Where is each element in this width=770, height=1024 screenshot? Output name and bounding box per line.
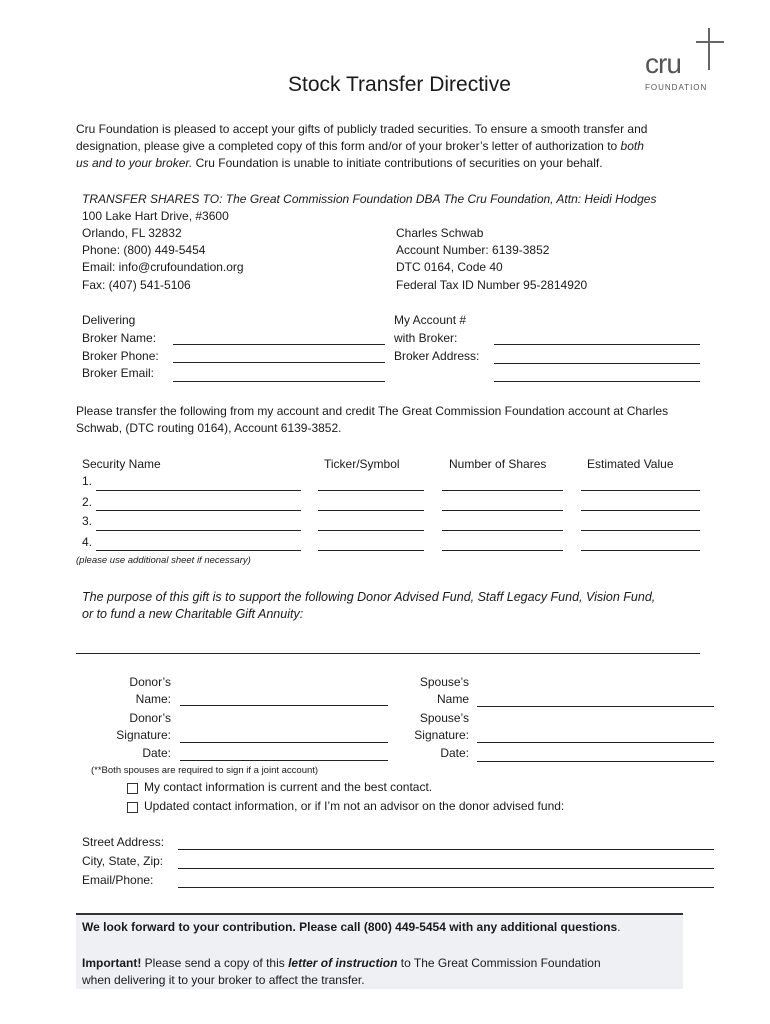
spouse-date-field[interactable]: [477, 748, 714, 762]
securities-note: (please use additional sheet if necessary): [76, 555, 251, 566]
broker-phone-label: Broker Phone:: [82, 349, 159, 363]
transfer-text-1: Please transfer the following from my account and credit The Great Commission Foundation account at Charles: [76, 404, 669, 418]
donor-date-label: Date:: [142, 746, 171, 760]
cross-icon: [696, 28, 724, 70]
donor-signature-field[interactable]: [180, 729, 388, 743]
broker-email-field[interactable]: [173, 368, 385, 382]
address-line: Email: info@crufoundation.org: [82, 260, 244, 274]
spouse-signature-field[interactable]: [477, 729, 714, 743]
broker-name-label: Broker Name:: [82, 331, 157, 345]
purpose-field[interactable]: [76, 640, 700, 654]
shares-field[interactable]: [442, 537, 563, 551]
broker-address-label: Broker Address:: [394, 349, 480, 363]
security-name-field[interactable]: [96, 477, 301, 491]
city-field[interactable]: [178, 855, 714, 869]
donor-signature-label: Donor’s: [129, 711, 171, 725]
spouse-signature-label-2: Signature:: [414, 728, 469, 742]
security-name-field[interactable]: [96, 497, 301, 511]
intro-line-2: designation, please give a completed copy of this form and/or of your broker’s letter of authorization to both: [76, 139, 644, 153]
donor-signature-label-2: Signature:: [116, 728, 171, 742]
col-header-security: Security Name: [82, 457, 161, 471]
spouse-signature-label: Spouse’s: [419, 711, 469, 725]
purpose-line-2: or to fund a new Charitable Gift Annuity:: [82, 607, 304, 621]
row-number: 2.: [82, 495, 93, 509]
footer-line-2: Important! Please send a copy of this letter of instruction to The Great Commission Foundation: [82, 956, 601, 970]
col-header-shares: Number of Shares: [449, 457, 547, 471]
security-name-field[interactable]: [96, 517, 301, 531]
broker-email-label: Broker Email:: [82, 366, 155, 380]
value-field[interactable]: [581, 477, 700, 491]
broker-name-field[interactable]: [173, 331, 385, 345]
value-field[interactable]: [581, 497, 700, 511]
contact-current-checkbox[interactable]: [127, 783, 138, 794]
ticker-field[interactable]: [318, 477, 424, 491]
broker-address-field[interactable]: [494, 350, 700, 364]
schwab-line: Charles Schwab: [396, 226, 484, 240]
address-line: Fax: (407) 541-5106: [82, 278, 191, 292]
security-name-field[interactable]: [96, 537, 301, 551]
intro-line-1: Cru Foundation is pleased to accept your gifts of publicly traded securities. To ensure a smooth transfer and: [76, 122, 648, 136]
shares-field[interactable]: [442, 477, 563, 491]
spouse-name-field[interactable]: [477, 693, 714, 707]
row-number: 3.: [82, 514, 93, 528]
logo-text: cru: [645, 48, 681, 79]
logo-subtext: FOUNDATION: [645, 83, 708, 92]
intro-line-3: us and to your broker. Cru Foundation is unable to initiate contributions of securities on your behalf.: [76, 156, 603, 170]
value-field[interactable]: [581, 517, 700, 531]
street-label: Street Address:: [82, 835, 165, 849]
contact-updated-checkbox[interactable]: [127, 802, 138, 813]
col-header-value: Estimated Value: [587, 457, 674, 471]
address-line: Orlando, FL 32832: [82, 226, 182, 240]
footer-line-1: We look forward to your contribution. Please call (800) 449-5454 with any additional questions.: [82, 920, 621, 934]
ticker-field[interactable]: [318, 537, 424, 551]
email-phone-field[interactable]: [178, 874, 714, 888]
broker-account-field[interactable]: [494, 331, 700, 345]
address-line: 100 Lake Hart Drive, #3600: [82, 209, 229, 223]
schwab-line: Account Number: 6139-3852: [396, 243, 550, 257]
donor-name-field[interactable]: [180, 692, 388, 706]
shares-field[interactable]: [442, 497, 563, 511]
transfer-text-2: Schwab, (DTC routing 0164), Account 6139-3852.: [76, 421, 342, 435]
street-field[interactable]: [178, 836, 714, 850]
value-field[interactable]: [581, 537, 700, 551]
contact-updated-label: Updated contact information, or if I’m not an advisor on the donor advised fund:: [144, 799, 565, 813]
page-title: Stock Transfer Directive: [288, 73, 511, 96]
contact-current-label: My contact information is current and the best contact.: [144, 780, 433, 794]
purpose-line-1: The purpose of this gift is to support the following Donor Advised Fund, Staff Legacy Fund, Vision Fund,: [82, 590, 656, 604]
spouse-note: (**Both spouses are required to sign if a joint account): [91, 765, 319, 776]
account-label-2: with Broker:: [394, 331, 458, 345]
transfer-to: TRANSFER SHARES TO: The Great Commission Foundation DBA The Cru Foundation, Attn: Heidi Hodges: [82, 192, 657, 206]
schwab-line: Federal Tax ID Number 95-2814920: [396, 278, 588, 292]
account-label: My Account #: [394, 313, 467, 327]
email-phone-label: Email/Phone:: [82, 873, 154, 887]
schwab-line: DTC 0164, Code 40: [396, 260, 503, 274]
spouse-name-label-2: Name: [436, 692, 469, 706]
col-header-ticker: Ticker/Symbol: [324, 457, 400, 471]
footer-line-3: when delivering it to your broker to affect the transfer.: [82, 973, 365, 987]
ticker-field[interactable]: [318, 517, 424, 531]
broker-address-field-2[interactable]: [494, 368, 700, 382]
spouse-name-label: Spouse’s: [419, 675, 469, 689]
city-label: City, State, Zip:: [82, 854, 164, 868]
row-number: 4.: [82, 535, 93, 549]
row-number: 1.: [82, 474, 93, 488]
donor-date-field[interactable]: [180, 747, 388, 761]
donor-name-label-2: Name:: [135, 692, 171, 706]
donor-name-label: Donor’s: [129, 675, 171, 689]
ticker-field[interactable]: [318, 497, 424, 511]
spouse-date-label: Date:: [440, 746, 469, 760]
delivering-label: Delivering: [82, 313, 136, 327]
shares-field[interactable]: [442, 517, 563, 531]
address-line: Phone: (800) 449-5454: [82, 243, 206, 257]
broker-phone-field[interactable]: [173, 349, 385, 363]
